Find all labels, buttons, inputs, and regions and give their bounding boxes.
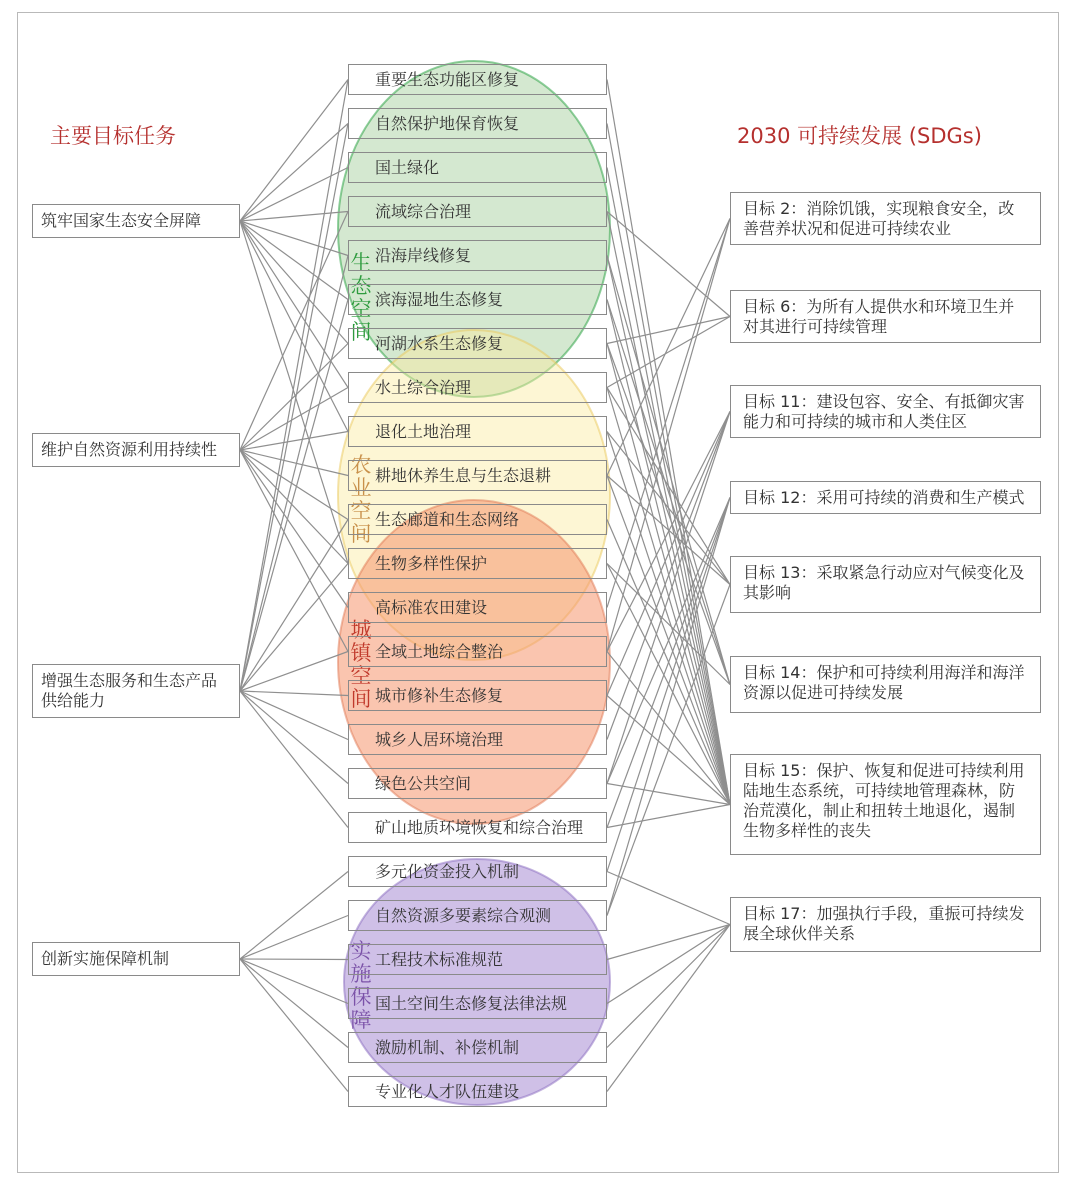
task-connector (240, 959, 348, 1092)
task-connector (240, 959, 348, 1004)
task-connector (240, 691, 348, 696)
task-box: 筑牢国家生态安全屏障 (32, 204, 240, 238)
goal-connector (607, 256, 730, 685)
sdg-goal-box: 目标 17：加强执行手段，重振可持续发展全球伙伴关系 (730, 897, 1041, 952)
measure-box: 国土绿化 (348, 152, 607, 183)
measure-box: 工程技术标准规范 (348, 944, 607, 975)
goal-connector (607, 925, 730, 1092)
measure-box: 自然保护地保育恢复 (348, 108, 607, 139)
task-connector (240, 691, 348, 828)
measure-box: 国土空间生态修复法律法规 (348, 988, 607, 1019)
zone-label-ecological: 生态空间 (350, 251, 372, 344)
task-connector (240, 221, 348, 300)
header-left: 主要目标任务 (50, 124, 176, 148)
measure-box: 重要生态功能区修复 (348, 64, 607, 95)
measure-box: 生态廊道和生态网络 (348, 504, 607, 535)
measure-box: 河湖水系生态修复 (348, 328, 607, 359)
measure-box: 流域综合治理 (348, 196, 607, 227)
measure-box: 专业化人才队伍建设 (348, 1076, 607, 1107)
task-box: 增强生态服务和生态产品供给能力 (32, 664, 240, 718)
task-connector (240, 80, 348, 222)
measure-box: 自然资源多要素综合观测 (348, 900, 607, 931)
measure-box: 全域土地综合整治 (348, 636, 607, 667)
sdg-goal-box: 目标 13：采取紧急行动应对气候变化及其影响 (730, 556, 1041, 613)
goal-connector (607, 925, 730, 1048)
task-connector (240, 221, 348, 564)
zone-label-implementation: 实施保障 (350, 939, 372, 1032)
sdg-goal-box: 目标 15：保护、恢复和促进可持续利用陆地生态系统，可持续地管理森林，防治荒漠化，制止和扭转土地退化，遏制生物多样性的丧失 (730, 754, 1041, 855)
goal-connector (607, 124, 730, 805)
goal-connector (607, 872, 730, 925)
sdg-goal-box: 目标 11：建设包容、安全、有抵御灾害能力和可持续的城市和人类住区 (730, 385, 1041, 438)
sdg-goal-box: 目标 6：为所有人提供水和环境卫生并对其进行可持续管理 (730, 290, 1041, 343)
measure-box: 退化土地治理 (348, 416, 607, 447)
zone-label-agricultural: 农业空间 (350, 453, 372, 546)
task-connector (240, 300, 348, 692)
task-connector (240, 691, 348, 784)
measure-box: 城市修补生态修复 (348, 680, 607, 711)
goal-connector (607, 476, 730, 805)
measure-box: 耕地休养生息与生态退耕 (348, 460, 607, 491)
goal-connector (607, 925, 730, 1004)
task-connector (240, 959, 348, 1048)
sdg-goal-box: 目标 2：消除饥饿，实现粮食安全，改善营养状况和促进可持续农业 (730, 192, 1041, 245)
measure-box: 激励机制、补偿机制 (348, 1032, 607, 1063)
goal-connector (607, 256, 730, 805)
measure-box: 城乡人居环境治理 (348, 724, 607, 755)
sdg-goal-box: 目标 12：采用可持续的消费和生产模式 (730, 481, 1041, 514)
measure-box: 生物多样性保护 (348, 548, 607, 579)
task-box: 创新实施保障机制 (32, 942, 240, 976)
measure-box: 滨海湿地生态修复 (348, 284, 607, 315)
measure-box: 多元化资金投入机制 (348, 856, 607, 887)
sdg-goal-box: 目标 14：保护和可持续利用海洋和海洋资源以促进可持续发展 (730, 656, 1041, 713)
goal-connector (607, 564, 730, 685)
goal-connector (607, 925, 730, 960)
task-box: 维护自然资源利用持续性 (32, 433, 240, 467)
header-right: 2030 可持续发展 (SDGs) (737, 124, 982, 148)
goal-connector (607, 784, 730, 805)
goal-connector (607, 564, 730, 805)
task-connector (240, 691, 348, 740)
task-connector (240, 916, 348, 960)
task-connector (240, 959, 348, 960)
task-connector (240, 221, 348, 432)
task-connector (240, 450, 348, 564)
measure-box: 沿海岸线修复 (348, 240, 607, 271)
task-connector (240, 450, 348, 520)
measure-box: 水土综合治理 (348, 372, 607, 403)
measure-box: 高标准农田建设 (348, 592, 607, 623)
task-connector (240, 221, 348, 256)
task-connector (240, 872, 348, 960)
zone-label-urban: 城镇空间 (350, 618, 372, 711)
zone-ellipse (344, 859, 610, 1105)
measure-box: 矿山地质环境恢复和综合治理 (348, 812, 607, 843)
task-connector (240, 450, 348, 652)
task-connector (240, 80, 348, 692)
goal-connector (607, 344, 730, 685)
goal-connector (607, 80, 730, 805)
goal-connector (607, 219, 730, 652)
task-connector (240, 212, 348, 451)
measure-box: 绿色公共空间 (348, 768, 607, 799)
